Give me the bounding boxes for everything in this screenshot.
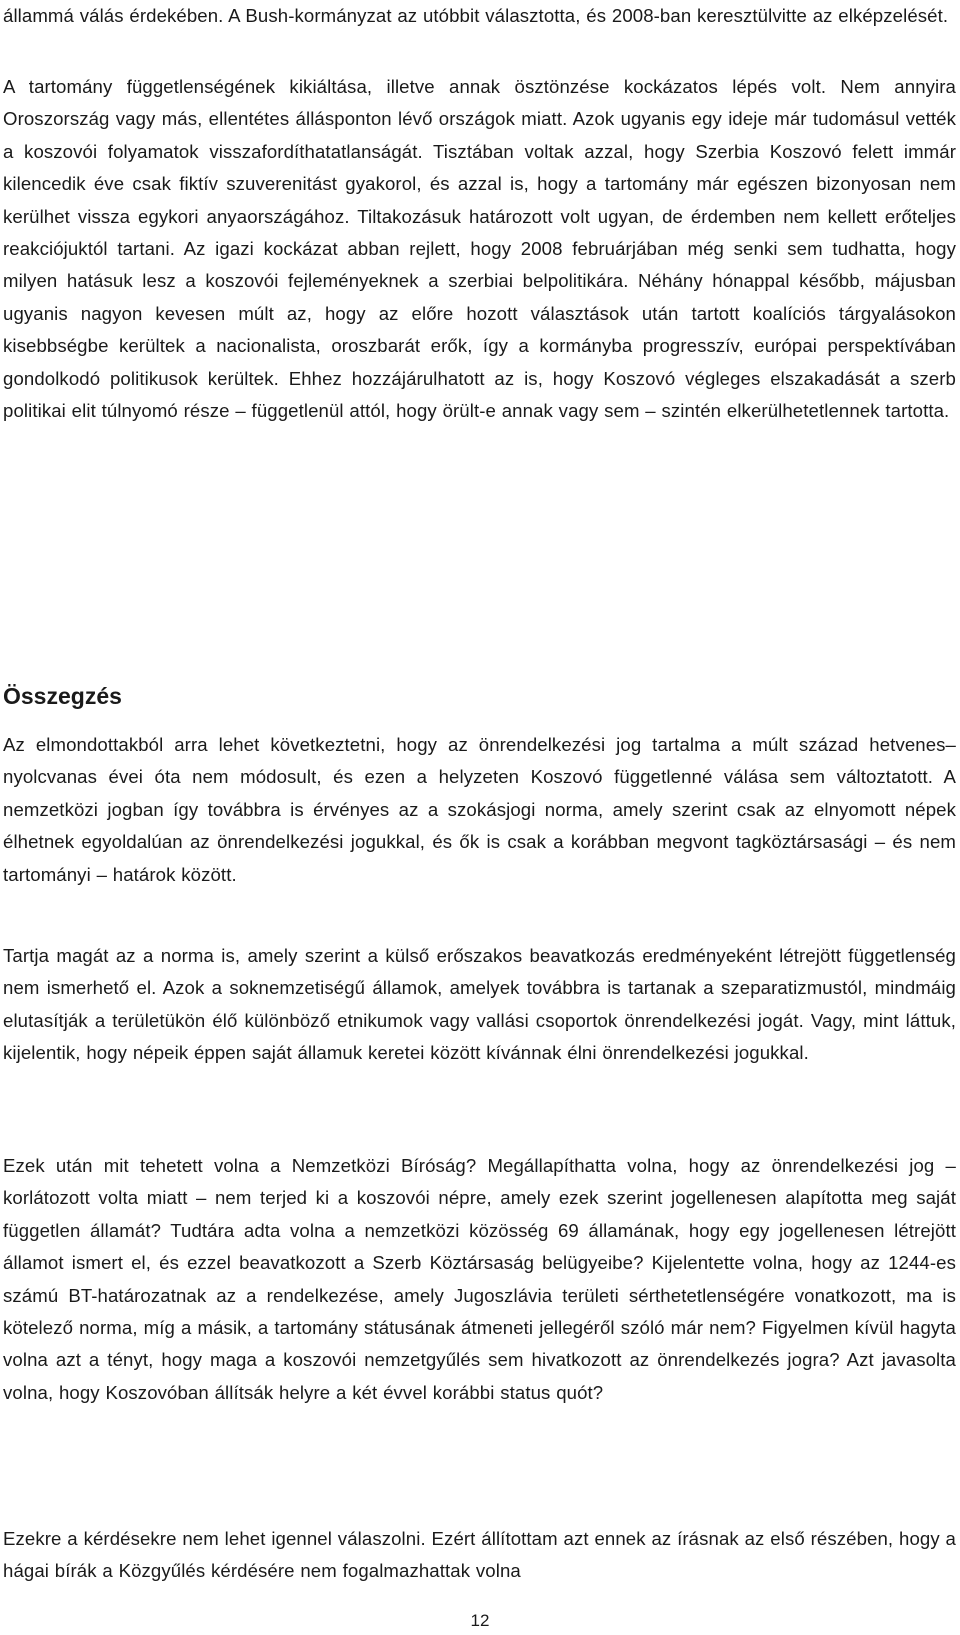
paragraph-summary-4: Ezekre a kérdésekre nem lehet igennel válaszolni. Ezért állítottam azt ennek az írásnak az első részében, hogy a hágai bírák a Közgyűlés kérdésére nem fogalmazhattak volna bbox=[3, 1528, 956, 1582]
page-number: 12 bbox=[470, 1611, 490, 1630]
paragraph-summary-3: Ezek után mit tehetett volna a Nemzetközi Bíróság? Megállapíthatta volna, hogy az önrendelkezési jog – korlátozott volta miatt – nem terjed ki a koszovói népre, amely ezek szerint jogellenesen alapította meg saját független államát? Tudtára adta volna a nemzetközi közösség 69 államának, hogy egy jogellenesen létrejött államot ismert el, és ezzel beavatkozott a Szerb Köztársaság belügyeibe? Kijelentette volna, hogy az 1244-es számú BT-határozatnak az a rendelkezése, amely Jugoszlávia területi sérthetetlenségére vonatkozott, ma is kötelező norma, míg a másik, a tartomány státusának átmeneti jellegéről szóló már nem? Figyelmen kívül hagyta volna azt a tényt, hogy maga a koszovói nemzetgyűlés sem hivatkozott az önrendelkezés jogra? Azt javasolta volna, hogy Koszovóban állítsák helyre a két évvel korábbi status quót? bbox=[3, 1155, 956, 1403]
paragraph-summary-2: Tartja magát az a norma is, amely szerint a külső erőszakos beavatkozás eredményeként létrejött függetlenség nem ismerhető el. Azok a soknemzetiségű államok, amelyek továbbra is tartanak a szeparatizmustól, mindmáig elutasítják a területükön élő különböző etnikumok vagy vallási csoportok önrendelkezési jogát. Vagy, mint láttuk, kijelentik, hogy népeik éppen saját államuk keretei között kívánnak élni önrendelkezési jogukkal. bbox=[3, 945, 956, 1064]
paragraph-intro-end: állammá válás érdekében. A Bush-kormányzat az utóbbit választotta, és 2008-ban keresztülvitte az elképzelését. bbox=[3, 5, 949, 26]
paragraph-summary-1: Az elmondottakból arra lehet következtetni, hogy az önrendelkezési jog tartalma a múlt század hetvenes–nyolcvanas évei óta nem módosult, és ezen a helyzeten Koszovó függetlenné válása sem változtatott. A nemzetközi jogban így továbbra is érvényes az a szokásjogi norma, amely szerint csak az elnyomott népek élhetnek egyoldalúan az önrendelkezési jogukkal, és ők is csak a korábban megvont tagköztársasági – és nem tartományi – határok között. bbox=[3, 734, 956, 885]
section-heading-summary: Összegzés bbox=[3, 683, 122, 709]
paragraph-kosovo-independence: A tartomány függetlenségének kikiáltása, illetve annak ösztönzése kockázatos lépés volt. Nem annyira Oroszország vagy más, ellentétes állásponton lévő országok miatt. Azok ugyanis egy ideje már tudomásul vették a koszovói folyamatok visszafordíthatatlanságát. Tisztában voltak azzal, hogy Szerbia Koszovó felett immár kilencedik éve csak fiktív szuverenitást gyakorol, és azzal is, hogy a tartomány már egészen bizonyosan nem kerülhet vissza egykori anyaországához. Tiltakozásuk határozott volt ugyan, de érdemben nem kellett erőteljes reakciójuktól tartani. Az igazi kockázat abban rejlett, hogy 2008 februárjában még senki sem tudhatta, hogy milyen hatásuk lesz a koszovói fejleményeknek a szerbiai belpolitikára. Néhány hónappal később, májusban ugyanis nagyon kevesen múlt az, hogy az előre hozott választások után tartott koalíciós tárgyalásokon kisebbségbe kerültek a nacionalista, oroszbarát erők, így a kormányba progresszív, európai perspektívában gondolkodó politikusok kerültek. Ehhez hozzájárulhatott az is, hogy Koszovó végleges elszakadását a szerb politikai elit túlnyomó része – függetlenül attól, hogy örült-e annak vagy sem – szintén elkerülhetetlennek tartotta. bbox=[3, 76, 956, 422]
